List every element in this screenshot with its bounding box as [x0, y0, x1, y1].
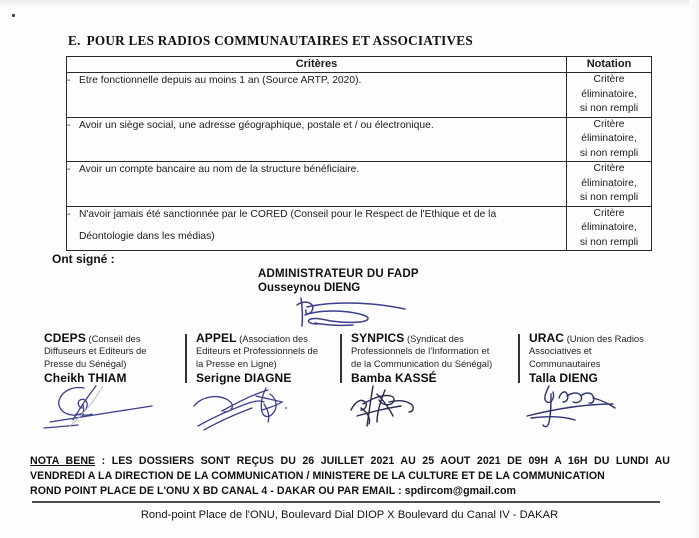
criteria-text: Etre fonctionnelle depuis au moins 1 an (Source ARTP, 2020). — [79, 75, 362, 86]
org-description — [529, 332, 664, 370]
notation-cell — [567, 206, 652, 251]
nota-bene-label: NOTA BENE — [30, 455, 96, 467]
org-desc-line2: Diffuseurs et Editeurs de — [44, 345, 147, 357]
org-desc-line3: Presse du Sénégal) — [44, 357, 127, 369]
signatures-intro: Ont signé : — [52, 252, 115, 266]
org-signature-ink-appel — [192, 384, 342, 432]
nota-bene-line1 — [30, 454, 670, 469]
scan-shadow-right — [689, 0, 699, 538]
criteria-cell — [67, 162, 567, 207]
notation-line: éliminatoire, — [581, 88, 637, 100]
org-desc-line3: Communautaires — [529, 357, 601, 369]
org-person-name: Talla DIENG — [529, 371, 598, 386]
org-desc-line2: Editeurs et Professionnels de — [196, 345, 318, 357]
bullet-dash: - — [67, 119, 71, 131]
administrator-name: Ousseynou DIENG — [258, 282, 361, 294]
notation-line: Critère — [593, 118, 625, 130]
table-row — [67, 206, 652, 251]
criteria-cell — [67, 117, 567, 162]
notation-line: si non rempli — [579, 147, 639, 159]
section-title: POUR LES RADIOS COMMUNAUTAIRES ET ASSOCIATIVES — [86, 33, 473, 48]
nota-bene-line2: VENDREDI A LA DIRECTION DE LA COMMUNICATION / MINISTERE DE LA CULTURE ET DE LA COMMUNICATION — [30, 470, 605, 483]
organisation-signatures — [44, 332, 664, 385]
notation-line: éliminatoire, — [581, 177, 637, 189]
notation-line: éliminatoire, — [581, 133, 637, 144]
org-abbr: URAC — [529, 331, 565, 345]
org-desc-line2: Associatives et — [529, 345, 592, 357]
notation-line: si non rempli — [579, 192, 639, 203]
footer-address: Rond-point Place de l'ONU, Boulevard Dial DIOP X Boulevard du Canal IV - DAKAR — [140, 509, 559, 521]
org-desc-line1: (Syndicat des — [407, 333, 464, 344]
nota-bene-line3: ROND POINT PLACE DE L'ONU X BD CANAL 4 - DAKAR OU PAR EMAIL : spdircom@gmail.com — [30, 485, 516, 498]
org-abbr: APPEL — [196, 331, 237, 345]
nota-bene-line1-text: LES DOSSIERS SONT REÇUS DU 26 JUILLET 2021 AU 25 AOUT 2021 DE 09H A 16H DU LUNDI AU — [111, 455, 670, 467]
bullet-dash: - — [67, 75, 71, 86]
criteria-text-line1: N'avoir jamais été sanctionnée par le CORED (Conseil pour le Respect de l'Ethique et de la — [79, 208, 497, 220]
criteria-cell — [67, 73, 567, 118]
table-row — [67, 162, 652, 207]
org-desc-line3: de la Communication du Sénégal) — [351, 357, 493, 369]
footer-divider — [32, 501, 660, 503]
scan-speck-artifact — [12, 14, 15, 17]
table-row — [67, 73, 652, 118]
org-desc-line1: (Conseil des — [88, 333, 141, 344]
notation-cell — [567, 162, 652, 207]
column-separator — [518, 334, 520, 383]
header-notation: Notation — [567, 57, 652, 73]
org-description — [44, 332, 196, 370]
criteria-text: Avoir un siège social, une adresse géographique, postale et / ou électronique. — [79, 119, 434, 131]
org-signature-ink-urac — [525, 384, 675, 432]
org-signature-ink-cdeps — [40, 384, 190, 432]
notation-line: Critère — [593, 74, 625, 85]
org-abbr: CDEPS — [44, 331, 86, 345]
org-column-appel — [196, 332, 351, 385]
scan-shadow-top — [0, 0, 699, 7]
column-separator — [340, 334, 342, 383]
org-column-cdeps — [44, 332, 196, 385]
section-letter: E. — [68, 33, 81, 48]
org-signature-ink-synpics — [347, 384, 497, 432]
column-separator — [185, 334, 187, 383]
notation-cell — [567, 117, 652, 162]
criteria-table — [66, 56, 652, 251]
bullet-dash: - — [67, 208, 71, 220]
section-heading — [68, 33, 473, 49]
org-column-synpics — [351, 332, 529, 385]
administrator-block — [258, 267, 419, 295]
org-desc-line1: (Association des — [239, 333, 308, 344]
org-description — [196, 332, 351, 370]
table-row — [67, 117, 652, 162]
notation-line: Critère — [593, 207, 625, 219]
org-person-name: Serigne DIAGNE — [196, 371, 292, 386]
notation-line: Critère — [593, 163, 625, 174]
administrator-title: ADMINISTRATEUR DU FADP — [258, 268, 419, 280]
org-description — [351, 332, 529, 370]
notation-line: si non rempli — [579, 236, 639, 248]
nota-bene-separator: : — [95, 455, 112, 467]
criteria-text-line2: Déontologie dans les médias) — [79, 230, 215, 242]
org-column-urac — [529, 332, 664, 385]
criteria-cell — [67, 206, 567, 251]
notation-line: éliminatoire, — [581, 222, 637, 233]
org-desc-line3: la Presse en Ligne) — [196, 357, 277, 369]
org-desc-line1: (Union des Radios — [566, 333, 644, 344]
notation-cell — [567, 73, 652, 118]
header-criteria: Critères — [67, 57, 567, 73]
org-person-name: Cheikh THIAM — [44, 371, 127, 386]
org-desc-line2: Professionnels de l'Information et — [351, 345, 490, 357]
notation-line: si non rempli — [579, 103, 639, 114]
administrator-signature-ink — [293, 295, 423, 331]
org-person-name: Bamba KASSÉ — [351, 371, 437, 386]
org-abbr: SYNPICS — [351, 331, 405, 345]
nota-bene-block — [30, 454, 670, 500]
bullet-dash: - — [67, 164, 71, 175]
table-header-row — [67, 57, 652, 73]
criteria-text — [79, 207, 566, 244]
criteria-text: Avoir un compte bancaire au nom de la structure bénéficiaire. — [79, 164, 360, 175]
